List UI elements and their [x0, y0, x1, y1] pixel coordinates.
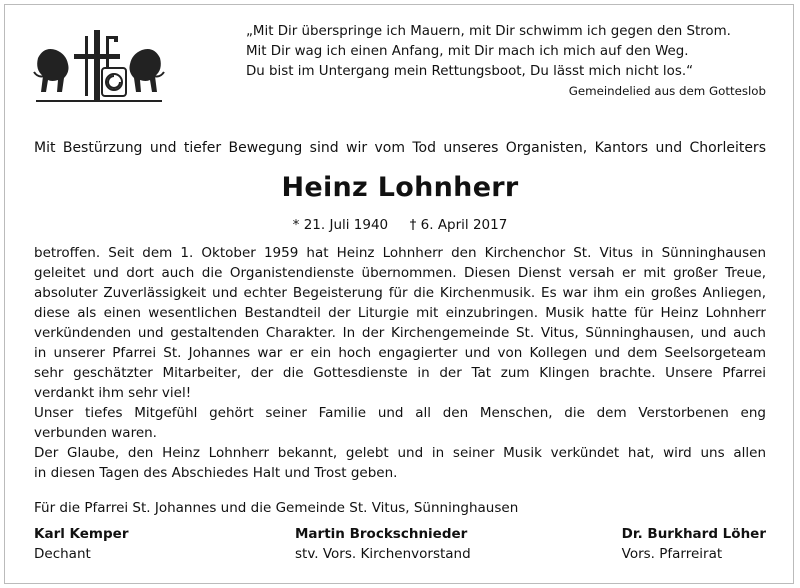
signatory-name: Dr. Burkhard Löher: [621, 526, 766, 542]
quote-line: „Mit Dir überspringe ich Mauern, mit Dir schwimm ich gegen den Strom.: [246, 24, 731, 39]
quote-block: [246, 22, 766, 82]
parish-coat-of-arms-icon: [30, 28, 168, 104]
deceased-name: Heinz Lohnherr: [281, 172, 519, 203]
signatory: [295, 524, 471, 564]
body-line: geleitet und dort auch die Organistendienste übernommen. Diesen Dienst versah er mit großer Treue,: [34, 265, 766, 281]
signoff-line: Für die Pfarrei St. Johannes und die Gemeinde St. Vitus, Sünninghausen: [34, 500, 519, 516]
signatory-role: stv. Vors. Kirchenvorstand: [295, 546, 471, 562]
obituary-body: [34, 243, 766, 483]
body-line: Unser tiefes Mitgefühl gehört seiner Familie und all den Menschen, die dem Verstorbenen eng: [34, 405, 766, 421]
quote-line: Du bist im Untergang mein Rettungsboot, Du lässt mich nicht los.“: [246, 64, 694, 79]
body-line: in unserer Pfarrei St. Johannes war er ein hoch engagierter und von Kollegen und dem Seelsorgeteam: [34, 345, 766, 361]
body-line: verbunden waren.: [34, 425, 157, 441]
body-line: diese als einen wesentlichen Bestandteil der Liturgie mit einzubringen. Musik hatte für Heinz Lohnherr: [34, 305, 766, 321]
quote-line: Mit Dir wag ich einen Anfang, mit Dir mach ich mich auf den Weg.: [246, 44, 689, 59]
signatory-role: Vors. Pfarreirat: [621, 546, 723, 562]
body-line: Der Glaube, den Heinz Lohnherr bekannt, gelebt und in seiner Musik verkündet hat, wird uns allen: [34, 445, 766, 461]
signatory-role: Dechant: [34, 546, 91, 562]
body-line: verdankt ihm sehr viel!: [34, 385, 192, 401]
signatory: [622, 524, 766, 564]
body-line: absoluter Zuverlässigkeit und echter Begeisterung für die Kirchenmusik. Es war ihm ein großes Anliegen,: [34, 285, 766, 301]
body-line: verkündenden und gestaltenden Charakter. In der Kirchengemeinde St. Vitus, Sünninghausen, und auch: [34, 325, 766, 341]
body-line: betroffen. Seit dem 1. Oktober 1959 hat Heinz Lohnherr den Kirchenchor St. Vitus in Sünninghausen: [34, 245, 766, 261]
body-line: in diesen Tagen des Abschiedes Halt und Trost geben.: [34, 465, 398, 481]
life-dates: * 21. Juli 1940 † 6. April 2017: [292, 217, 508, 233]
body-line: sehr geschätzter Mitarbeiter, der die Gottesdienste in der Tat zum Klingen brachte. Unsere Pfarrei: [34, 365, 766, 381]
signatory-name: Martin Brockschnieder: [295, 526, 468, 542]
quote-source: Gemeindelied aus dem Gotteslob: [568, 84, 766, 98]
intro-text: Mit Bestürzung und tiefer Bewegung sind wir vom Tod unseres Organisten, Kantors und Chorleiters: [34, 140, 766, 156]
signatory: [34, 524, 128, 564]
signatory-name: Karl Kemper: [34, 526, 129, 542]
